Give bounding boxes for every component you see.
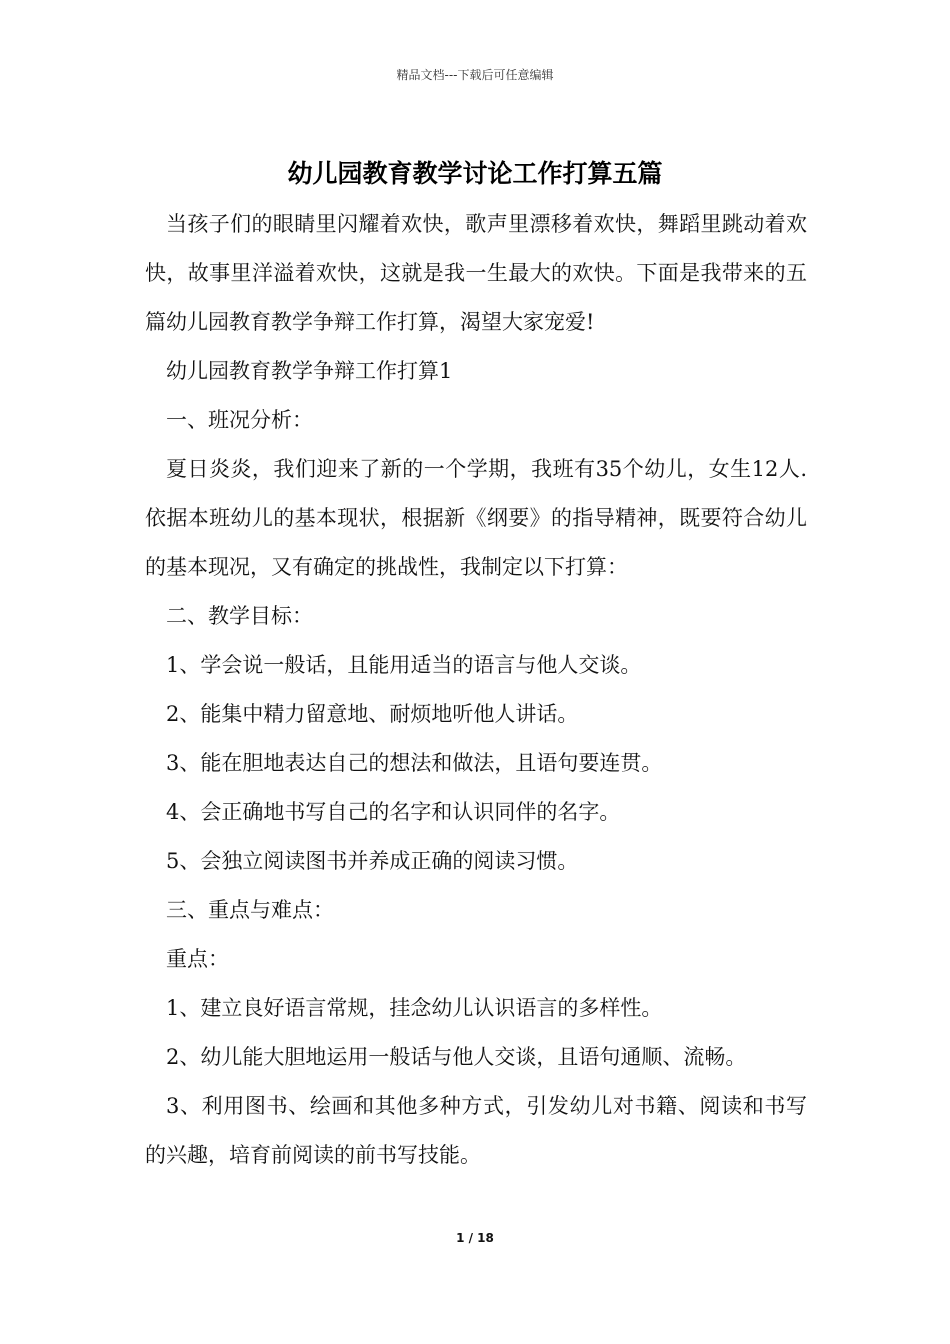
intro-paragraph: 当孩子们的眼睛里闪耀着欢快，歌声里漂移着欢快，舞蹈里跳动着欢快，故事里洋溢着欢快，这就是我一生最大的欢快。下面是我带来的五篇幼儿园教育教学争辩工作打算，渴望大家宠爱!	[145, 212, 807, 334]
section-heading-plan-1: 幼儿园教育教学争辩工作打算1	[166, 359, 453, 383]
document-title: 幼儿园教育教学讨论工作打算五篇	[287, 159, 663, 188]
goal-item-5: 5、会独立阅读图书并养成正确的阅读习惯。	[166, 849, 579, 873]
goal-item-3: 3、能在胆地表达自己的想法和做法，且语句要连贯。	[166, 751, 663, 775]
subheading-focus: 重点：	[166, 947, 229, 971]
document-body	[145, 200, 807, 1180]
page-number: 1 / 18	[456, 1231, 494, 1245]
class-analysis-paragraph: 夏日炎炎，我们迎来了新的一个学期，我班有35个幼儿，女生12人.依据本班幼儿的基本现状，根据新《纲要》的指导精神，既要符合幼儿的基本现况，又有确定的挑战性，我制定以下打算：	[145, 457, 807, 579]
goal-item-2: 2、能集中精力留意地、耐烦地听他人讲话。	[166, 702, 579, 726]
header-note: 精品文档---下载后可任意编辑	[396, 68, 554, 82]
heading-class-analysis: 一、班况分析：	[166, 408, 313, 432]
heading-key-points: 三、重点与难点：	[166, 898, 334, 922]
goal-item-1: 1、学会说一般话，且能用适当的语言与他人交谈。	[166, 653, 642, 677]
focus-item-2: 2、幼儿能大胆地运用一般话与他人交谈，且语句通顺、流畅。	[166, 1045, 747, 1069]
focus-item-1: 1、建立良好语言常规，挂念幼儿认识语言的多样性。	[166, 996, 663, 1020]
focus-item-3: 3、利用图书、绘画和其他多种方式，引发幼儿对书籍、阅读和书写的兴趣，培育前阅读的前书写技能。	[145, 1094, 807, 1167]
heading-teaching-goals: 二、教学目标：	[166, 604, 313, 628]
goal-item-4: 4、会正确地书写自己的名字和认识同伴的名字。	[166, 800, 621, 824]
